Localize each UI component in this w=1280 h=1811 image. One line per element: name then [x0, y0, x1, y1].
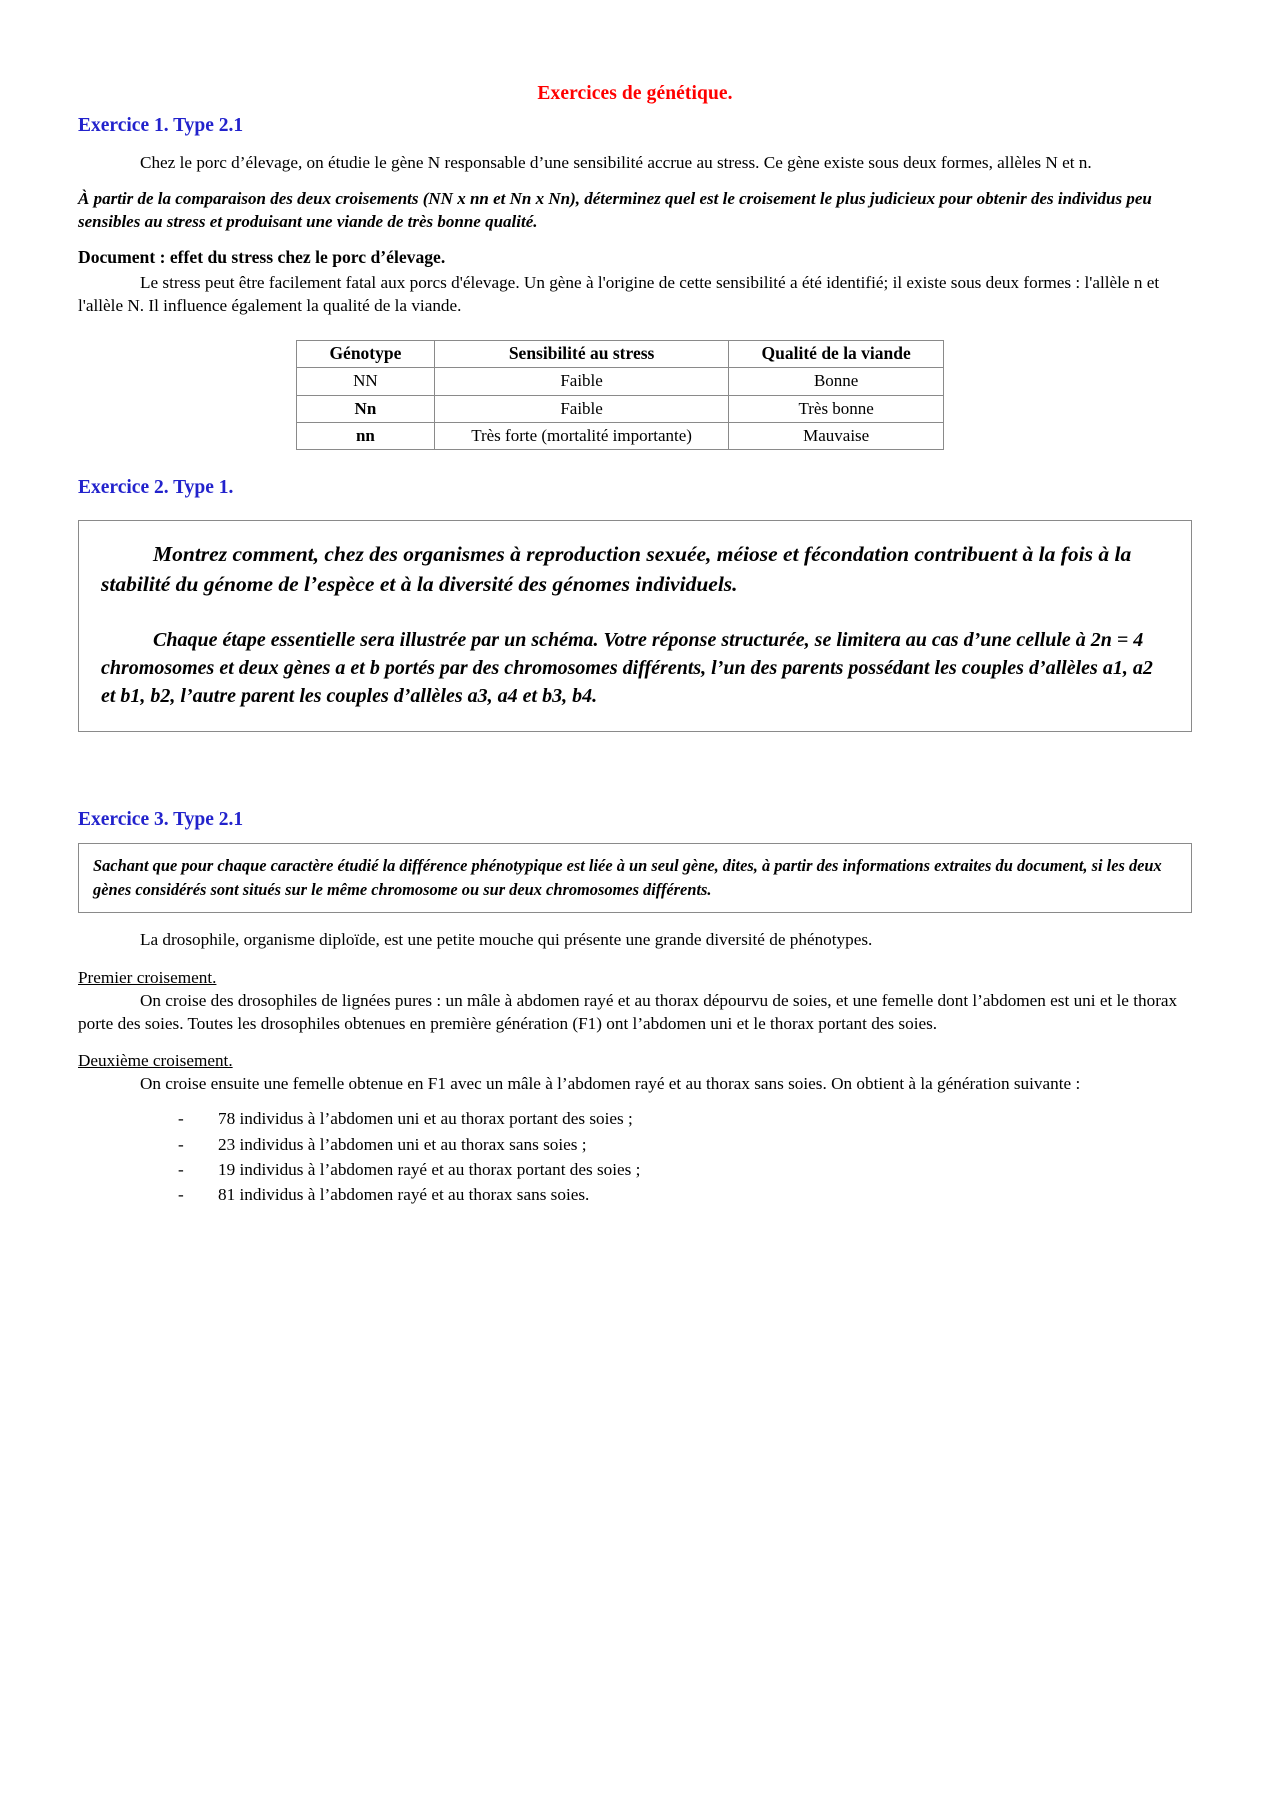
- section-spacer: [78, 742, 1192, 772]
- list-item-label: 19 individus à l’abdomen rayé et au thorax portant des soies ;: [218, 1159, 641, 1179]
- first-cross-text: On croise des drosophiles de lignées pures : un mâle à abdomen rayé et au thorax dépourvu de soies, et une femelle dont l’abdomen est uni et le thorax porte des soies. Toutes les drosophiles obtenues en première génération (F1) ont l’abdomen uni et le thorax portant des soies.: [78, 990, 1178, 1033]
- exercise-1-document-text: Le stress peut être facilement fatal aux porcs d'élevage. Un gène à l'origine de cette sensibilité a été identifié; il existe sous deux formes : l'allèle n et l'allèle N. Il influence également la qualité de la viande.: [78, 272, 1160, 315]
- exercise-2-heading: Exercice 2. Type 1.: [78, 477, 234, 499]
- cell-sensibilite: Faible: [434, 368, 728, 395]
- list-item: [78, 1132, 1192, 1157]
- list-item: [78, 1106, 1192, 1131]
- exercise-2-sub-question: [101, 626, 1165, 711]
- table-header-row: [297, 340, 944, 368]
- dash-bullet-icon: -: [178, 1109, 184, 1129]
- list-item: [78, 1182, 1192, 1207]
- dash-bullet-icon: -: [178, 1134, 184, 1154]
- second-cross-text: On croise ensuite une femelle obtenue en F1 avec un mâle à l’abdomen rayé et au thorax sans soies. On obtient à la génération suivante :: [140, 1074, 1081, 1094]
- dash-bullet-icon: -: [178, 1159, 184, 1179]
- cell-sensibilite: Faible: [434, 395, 728, 422]
- list-item: [78, 1157, 1192, 1182]
- table-row: [297, 422, 944, 449]
- cell-sensibilite: Très forte (mortalité importante): [434, 422, 728, 449]
- exercise-1-question: À partir de la comparaison des deux croisements (NN x nn et Nn x Nn), déterminez quel est le croisement le plus judicieux pour obtenir des individus peu sensibles au stress et produisant une viande de très bonne qualité.: [78, 188, 1152, 231]
- list-item-label: 81 individus à l’abdomen rayé et au thorax sans soies.: [218, 1185, 590, 1205]
- exercise-3-heading: Exercice 3. Type 2.1: [78, 808, 244, 830]
- list-item-label: 23 individus à l’abdomen uni et au thorax sans soies ;: [218, 1134, 587, 1154]
- results-list: [78, 1106, 1192, 1207]
- exercise-2-main-question-text: Montrez comment, chez des organismes à reproduction sexuée, méiose et fécondation contribuent à la fois à la stabilité du génome de l’espèce et à la diversité des génomes individuels.: [101, 541, 1132, 597]
- exercise-2-question-box: [78, 520, 1192, 732]
- exercise-1-intro-paragraph: Chez le porc d’élevage, on étudie le gène N responsable d’une sensibilité accrue au stress. Ce gène existe sous deux formes, allèles N et n.: [140, 152, 1092, 172]
- second-cross-label: Deuxième croisement.: [78, 1051, 233, 1071]
- cell-qualite: Bonne: [729, 368, 944, 395]
- exercise-1-heading: Exercice 1. Type 2.1: [78, 115, 244, 137]
- page-title: Exercices de génétique.: [537, 83, 733, 104]
- cell-genotype: NN: [297, 368, 435, 395]
- exercise-3-intro: La drosophile, organisme diploïde, est une petite mouche qui présente une grande diversité de phénotypes.: [140, 929, 873, 949]
- exercise-2-sub-question-text: Chaque étape essentielle sera illustrée par un schéma. Votre réponse structurée, se limitera au cas d’une cellule à 2n = 4 chromosomes et deux gènes a et b portés par des chromosomes différents, l’un des parents possédant les couples d’allèles a1, a2 et b1, b2, l’autre parent les couples d’allèles a3, a4 et b3, b4.: [101, 628, 1153, 708]
- table-row: [297, 395, 944, 422]
- exercise-2-main-question: [101, 539, 1165, 600]
- cell-qualite: Très bonne: [729, 395, 944, 422]
- dash-bullet-icon: -: [178, 1185, 184, 1205]
- column-header-genotype: Génotype: [297, 340, 435, 368]
- genotype-table-container: [78, 340, 1192, 451]
- first-cross-label: Premier croisement.: [78, 967, 217, 987]
- table-row: [297, 368, 944, 395]
- exercise-3-question: Sachant que pour chaque caractère étudié la différence phénotypique est liée à un seul gène, dites, à partir des informations extraites du document, si les deux gènes considérés sont situés sur le même chromosome ou sur deux chromosomes différents.: [93, 856, 1162, 899]
- exercise-1-document-label: Document : effet du stress chez le porc d’élevage.: [78, 246, 446, 267]
- cell-qualite: Mauvaise: [729, 422, 944, 449]
- list-item-label: 78 individus à l’abdomen uni et au thorax portant des soies ;: [218, 1109, 633, 1129]
- genotype-table: [296, 340, 944, 451]
- exercise-3-question-box: [78, 843, 1192, 913]
- cell-genotype: Nn: [297, 395, 435, 422]
- cell-genotype: nn: [297, 422, 435, 449]
- column-header-qualite: Qualité de la viande: [729, 340, 944, 368]
- column-header-sensibilite: Sensibilité au stress: [434, 340, 728, 368]
